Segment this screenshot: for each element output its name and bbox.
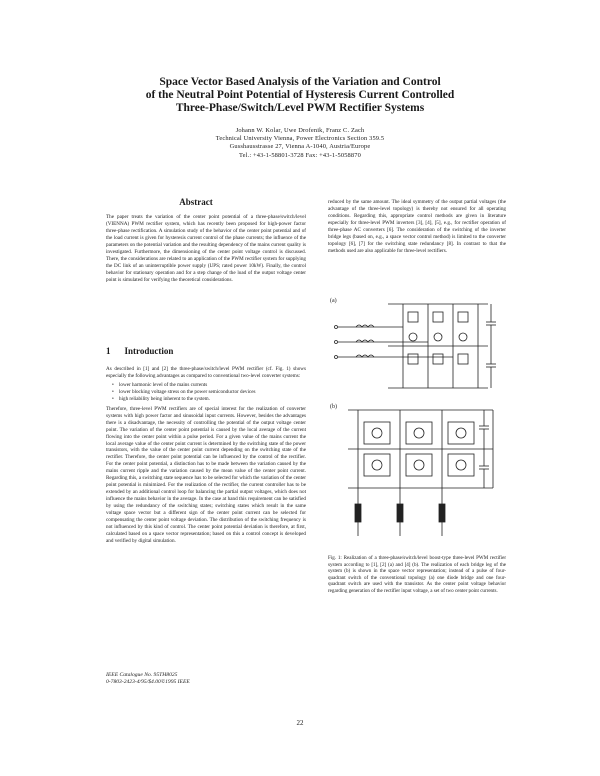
list-item: • lower blocking voltage stress on the power semiconductor devices — [112, 389, 306, 396]
paper-title — [60, 76, 540, 115]
list-item: • lower harmonic level of the mains currents — [112, 382, 306, 389]
advantages-list — [112, 382, 306, 403]
author-names: Johann W. Kolar, Uwe Drofenik, Franz C. Zach — [235, 127, 365, 134]
author-block — [120, 127, 480, 160]
intro-paragraph-1: As described in [1] and [2] the three-phase/switch/level PWM rectifier (cf. Fig. 1) shows especially the following advantages as compared to conventional two-level converter systems: — [106, 366, 306, 379]
circuit-figure — [328, 292, 506, 552]
affiliation-line-3: Tel.: +43-1-58801-3728 Fax: +43-1-5058870 — [239, 151, 361, 159]
affiliation-line-1: Technical University Vienna, Power Electronics Section 359.5 — [215, 135, 385, 143]
intro-heading — [106, 346, 187, 356]
catalogue-number: IEEE Catalogue No. 95TH8025 — [106, 672, 178, 678]
circuit-b — [348, 410, 493, 536]
right-column-text — [328, 199, 506, 255]
title-line-3: Three-Phase/Switch/Level PWM Rectifier Systems — [175, 102, 425, 114]
abstract-text — [106, 214, 306, 284]
figure-label-a: (a) — [330, 298, 337, 304]
title-line-1: Space Vector Based Analysis of the Variation and Control — [159, 76, 441, 88]
intro-paragraph-2: Therefore, three-level PWM rectifiers are of special interest for the realization of converter systems with high power factor and sinusoidal input currents. However, besides the advantages there is a disadvantage, the necessity of controlling the potential of the output voltage center point. The variation of the center point potential is caused by the local average of the current flowing into the center point within a pulse period. For a given value of the mains current the local average value of the center point current is determined by the switching state of the power transistors, with the value of the center point current depending on the switching state of the rectifier. Therefore, the center point potential can be influenced by the control of the rectifier. For the center point potential, a distinction has to be made between the variation caused by the mains current ripple and the variation caused by the mean value of the center point current. Regarding this, a switching state sequence has to be selected for which the variation of the center point potential is minimized. For the realization of the rectifier, the current controller has to be extended by an additional control loop for balancing the partial output voltages, which does not influence the mains behavior in the average. In the case at hand this requirement can be satisfied by using the redundancy of the switching states; switching states which result in the same voltage space vector but a different sign of the center point current can be selected for compensating the center point voltage deviation. The distribution of the switching frequency is not influenced by this kind of control. The center point potential deviation is therefore, at first, calculated based on a space vector representation; based on this a control concept is developed and verified by digital simulation. — [106, 405, 306, 544]
page-number: 22 — [296, 719, 304, 727]
affiliation-line-2: Gusshausstrasse 27, Vienna A-1040, Austria/Europe — [229, 143, 371, 151]
intro-body — [106, 366, 306, 545]
abstract-heading: Abstract — [179, 197, 213, 207]
figure-label-b: (b) — [330, 404, 337, 410]
caption-text: Fig. 1: Realization of a three-phase/switch/level boost-type three-level PWM rectifier system according to [1], [2] (a) and [4] (b). The realization of each bridge leg of the system (b) is shown in the space vector representation; instead of a pulse of four-quadrant switch of the conventional topology (a) one diode bridge and one four-quadrant switch are used with the transistor. As the center point voltage behavior regarding generation of the rectifier input voltage, a set of two center point currents. — [328, 555, 506, 594]
publication-footer — [106, 672, 190, 686]
list-item: • high reliability being inherent to the system. — [112, 396, 306, 403]
right-paragraph-1: reduced by the same amount. The ideal symmetry of the output partial voltages (the advantage of the three-level topology) is thereby not ensured for all operating conditions. Regarding this, appropriate control methods are given in literature especially for three-level PWM inverters [3], [4], [5], e.g., for rectifier operation of three-phase AC converters [6]. The consideration of the switching of the inverter bridge legs (based on, e.g., a space vector control method) is limited to the converter topology [6], [7] for the switching state redundancy [8]. In contrast to that the methods used are also applicable for three-level rectifiers. — [328, 199, 506, 254]
intro-section-number: 1 — [106, 346, 111, 356]
intro-section-title: Introduction — [124, 346, 174, 356]
circuit-a — [335, 304, 497, 388]
abstract-paragraph: The paper treats the variation of the center point potential of a three-phase/switch/level (VIENNA) PWM rectifier system, which has recently been proposed for high-power factor three-phase rectification. A simulation study of the behavior of the center point potential and of the load current is given for hysteresis current control of the phase currents; the influence of the parameters on the potential variation and the resulting dependency of the mains current quality is investigated. Furthermore, the dimensioning of the center point voltage control is discussed. There, the considerations are related to an application of the PWM rectifier system for supplying the DC link of an uninterruptible power supply (UPS; rated power 10kW). Finally, the control behavior for stationary operation and for a step change of the load of the output voltage center point is simulated for verifying the theoretical considerations. — [106, 214, 306, 283]
figure-caption — [328, 555, 506, 595]
isbn-line: 0-7803-2423-4/95/$4.00©1995 IEEE — [106, 679, 190, 686]
title-line-2: of the Neutral Point Potential of Hysteresis Current Controlled — [145, 89, 455, 101]
